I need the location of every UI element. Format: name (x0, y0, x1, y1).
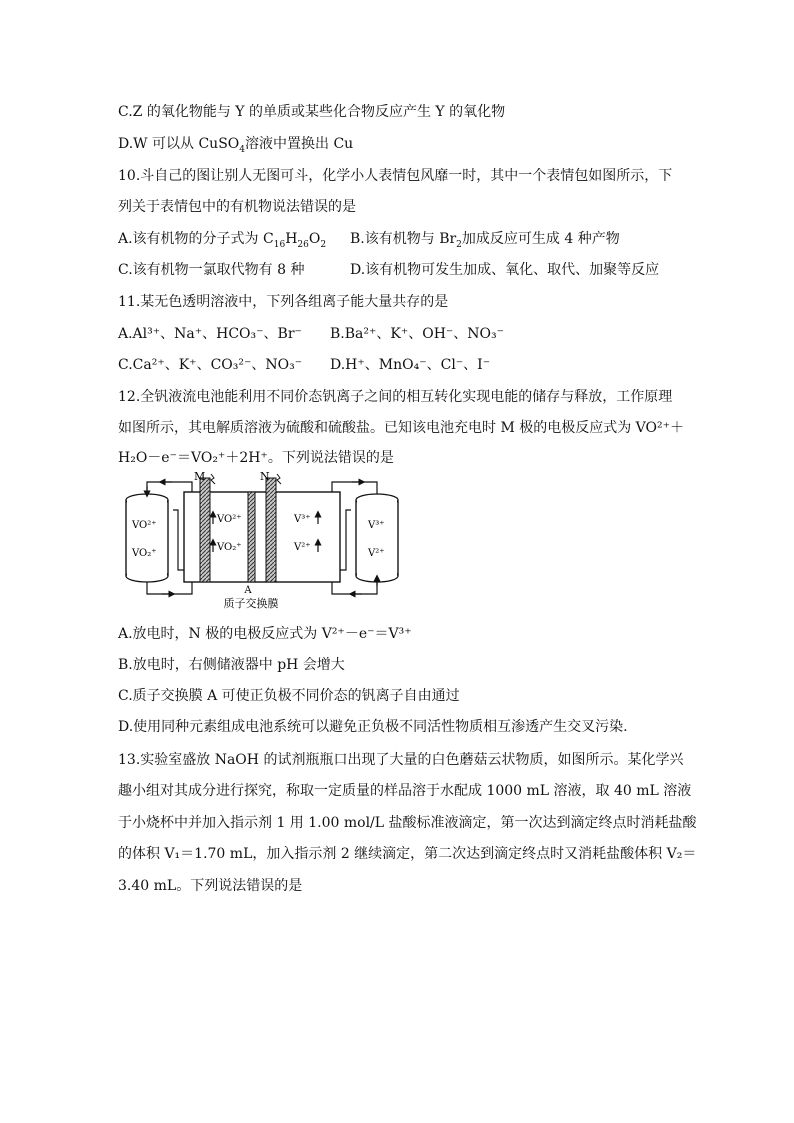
q10-option-c: C.该有机物一氯取代物有 8 种 (118, 262, 305, 278)
electrode-m-label: M (194, 470, 206, 483)
left-tank-label-bottom: VO₂⁺ (132, 548, 157, 559)
q13-stem-line3: 于小烧杯中并加入指示剂 1 用 1.00 mol/L 盐酸标准液滴定，第一次达到滴定终点时消耗盐酸 (118, 815, 697, 831)
q13-stem-line1: 13.实验室盛放 NaOH 的试剂瓶瓶口出现了大量的白色蘑菇云状物质，如图所示。某化学兴 (118, 752, 684, 768)
membrane-label: 质子交换膜 (223, 597, 279, 610)
right-tank-label-top: V³⁺ (368, 520, 385, 531)
right-storage-tank (356, 494, 398, 582)
q13-stem-line5: 3.40 mL。下列说法错误的是 (118, 878, 303, 894)
q13-stem-line4: 的体积 V₁＝1.70 mL，加入指示剂 2 继续滴定，第二次达到滴定终点时又消耗盐酸体积 V₂＝ (118, 846, 697, 862)
q10-stem-line2: 列关于表情包中的有机物说法错误的是 (118, 199, 356, 215)
right-cell-ion-top: V³⁺ (294, 514, 311, 525)
q12-stem-line2: 如图所示，其电解质溶液为硫酸和硫酸盐。已知该电池充电时 M 极的电极反应式为 VO²⁺＋ (118, 420, 685, 436)
q10-option-d: D.该有机物可发生加成、氧化、取代、加聚等反应 (350, 262, 660, 278)
q10-option-b: B.该有机物与 $Br_2$加成反应可生成 4 种产物 (350, 231, 620, 250)
proton-exchange-membrane (248, 492, 255, 582)
q11-option-b: B.Ba²⁺、K⁺、OH⁻、NO₃⁻ (330, 326, 505, 342)
left-cell-ion-bottom: VO₂⁺ (217, 542, 242, 553)
q12-option-a: A.放电时，N 极的电极反应式为 V²⁺－e⁻＝V³⁺ (118, 626, 412, 642)
q12-stem-line3: H₂O－e⁻＝VO₂⁺＋2H⁺。下列说法错误的是 (118, 450, 394, 466)
q12-option-c: C.质子交换膜 A 可使正负极不同价态的钒离子自由通过 (118, 688, 460, 704)
q11-option-c: C.Ca²⁺、K⁺、CO₃²⁻、NO₃⁻ (118, 357, 303, 373)
q12-option-d: D.使用同种元素组成电池系统可以避免正负极不同活性物质相互渗透产生交叉污染. (118, 719, 628, 735)
left-cell-ion-top: VO²⁺ (217, 514, 242, 525)
right-tank-label-bottom: V²⁺ (368, 548, 385, 559)
left-tank-label-top: VO²⁺ (132, 520, 157, 531)
left-storage-tank (126, 494, 168, 582)
q11-option-d: D.H⁺、MnO₄⁻、Cl⁻、I⁻ (330, 357, 491, 373)
right-cell-ion-bottom: V²⁺ (294, 542, 311, 553)
q12-option-b: B.放电时，右侧储液器中 pH 会增大 (118, 657, 345, 673)
membrane-label-a: A (244, 585, 252, 596)
q12-stem-line1: 12.全钒液流电池能利用不同价态钒离子之间的相互转化实现电能的储存与释放，工作原理 (118, 389, 673, 405)
flow-battery-diagram (118, 470, 418, 620)
electrode-m (200, 478, 210, 582)
electrode-n (266, 478, 276, 582)
q13-stem-line2: 趣小组对其成分进行探究，称取一定质量的样品溶于水配成 1000 mL 溶液，取 40 mL 溶液 (118, 783, 692, 799)
q11-option-a: A.Al³⁺、Na⁺、HCO₃⁻、Br⁻ (118, 326, 302, 342)
q10-stem-line1: 10.斗自己的图让别人无图可斗，化学小人表情包风靡一时，其中一个表情包如图所示，下 (118, 168, 673, 184)
electrode-n-label: N (260, 470, 270, 483)
q10-option-a: A.该有机物的分子式为 $C_{16}H_{26}O_2$ (118, 231, 327, 250)
q11-stem: 11.某无色透明溶液中，下列各组离子能大量共存的是 (118, 294, 449, 310)
q9-option-d: D.W 可以从 CuSO$_4$溶液中置换出 Cu (118, 136, 354, 155)
q9-option-c: C.Z 的氧化物能与 Y 的单质或某些化合物反应产生 Y 的氧化物 (118, 104, 506, 120)
